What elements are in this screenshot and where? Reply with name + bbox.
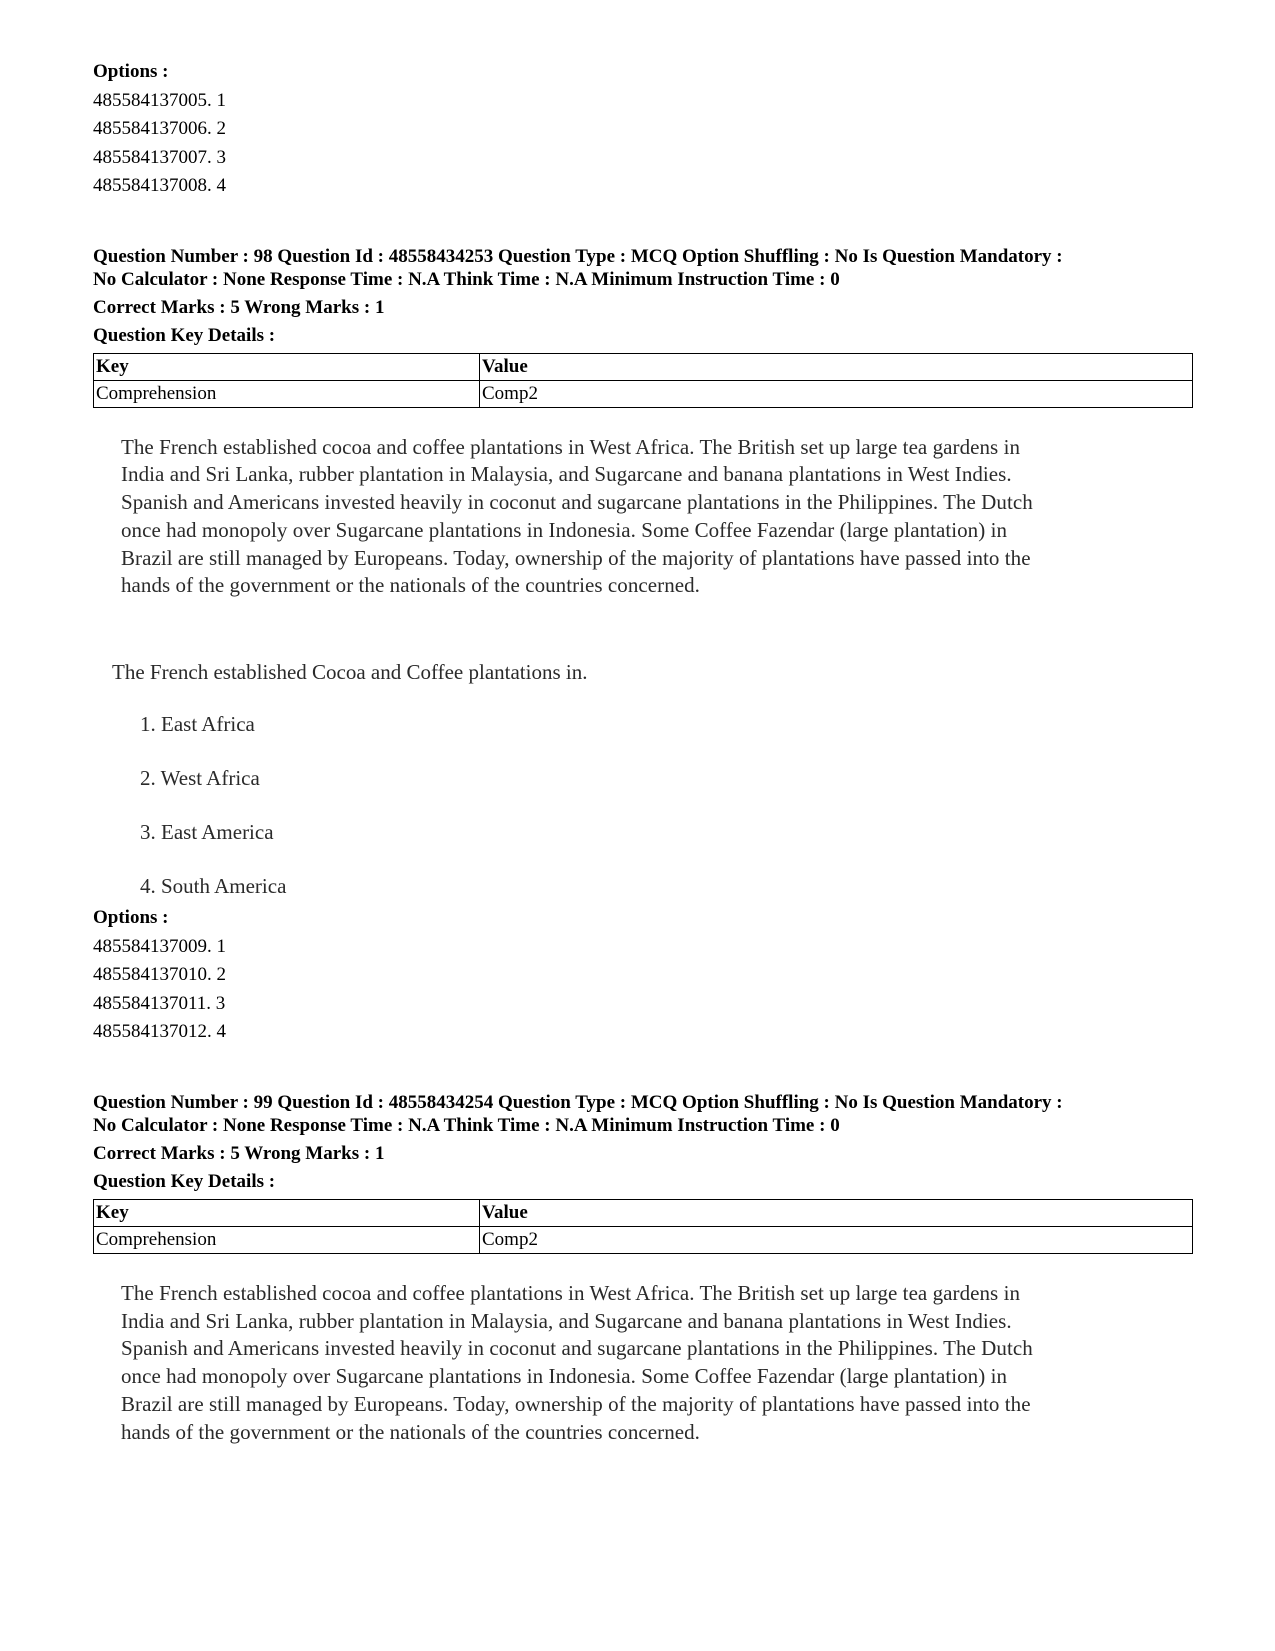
answer-choices	[93, 686, 1183, 926]
passage-line: The French established cocoa and coffee plantations in West Africa. The British set up large tea gardens in	[121, 434, 1020, 459]
option-item: 485584137008. 4	[93, 175, 226, 196]
question-header-line1: Question Number : 99 Question Id : 48558434254 Question Type : MCQ Option Shuffling : No Is Question Mandatory :	[93, 1091, 1063, 1113]
passage-line: India and Sri Lanka, rubber plantation in Malaysia, and Sugarcane and banana plantations in West Indies.	[121, 1308, 1012, 1333]
option-item: 485584137011. 3	[93, 992, 226, 1014]
answer-choice: 3. East America	[140, 820, 274, 845]
answer-choice: 2. West Africa	[140, 766, 260, 791]
passage-line: Brazil are still managed by Europeans. Today, ownership of the majority of plantations have passed into the	[121, 545, 1031, 570]
table-header-value: Value	[480, 353, 1193, 380]
top-options-block	[93, 58, 1183, 201]
table-header-row	[94, 353, 1193, 380]
question-key-table	[93, 353, 1193, 408]
option-item: 485584137012. 4	[93, 1021, 226, 1043]
table-header-key: Key	[94, 1199, 480, 1226]
passage-line: hands of the government or the nationals of the countries concerned.	[121, 573, 700, 598]
options-label: Options :	[93, 61, 169, 82]
option-item: 485584137009. 1	[93, 935, 226, 957]
table-cell-value: Comp2	[480, 1226, 1193, 1253]
document-page	[93, 58, 1183, 1447]
spacer	[93, 1047, 1183, 1091]
question-key-details-label: Question Key Details :	[93, 1171, 276, 1193]
comprehension-passage	[93, 408, 1161, 601]
options-block	[93, 904, 1183, 1047]
options-label: Options :	[93, 907, 169, 929]
passage-line: Brazil are still managed by Europeans. Today, ownership of the majority of plantations have passed into the	[121, 1391, 1031, 1416]
table-cell-value: Comp2	[480, 380, 1193, 407]
answer-choice: 1. East Africa	[140, 712, 255, 737]
option-item: 485584137010. 2	[93, 964, 226, 986]
question-stem: The French established Cocoa and Coffee plantations in.	[112, 660, 588, 685]
answer-choice: 4. South America	[140, 874, 287, 899]
question-98	[93, 245, 1183, 1047]
passage-line: once had monopoly over Sugarcane plantations in Indonesia. Some Coffee Fazendar (large plantation) in	[121, 1364, 1008, 1389]
passage-line: India and Sri Lanka, rubber plantation in Malaysia, and Sugarcane and banana plantations in West Indies.	[121, 462, 1012, 487]
passage-line: The French established cocoa and coffee plantations in West Africa. The British set up large tea gardens in	[121, 1280, 1020, 1305]
comprehension-passage	[93, 1254, 1161, 1447]
table-header-row	[94, 1199, 1193, 1226]
table-cell-key: Comprehension	[94, 1226, 480, 1253]
passage-line: Spanish and Americans invested heavily in coconut and sugarcane plantations in the Philippines. The Dutch	[121, 1336, 1033, 1361]
option-item: 485584137005. 1	[93, 89, 226, 111]
passage-line: hands of the government or the nationals of the countries concerned.	[121, 1419, 700, 1444]
option-item: 485584137006. 2	[93, 118, 226, 139]
option-item: 485584137007. 3	[93, 146, 226, 168]
passage-line: Spanish and Americans invested heavily in coconut and sugarcane plantations in the Philippines. The Dutch	[121, 490, 1033, 515]
question-header-line1: Question Number : 98 Question Id : 48558434253 Question Type : MCQ Option Shuffling : No Is Question Mandatory :	[93, 245, 1063, 267]
question-marks: Correct Marks : 5 Wrong Marks : 1	[93, 1142, 385, 1164]
table-cell-key: Comprehension	[94, 380, 480, 407]
table-row	[94, 1226, 1193, 1253]
question-header-line2: No Calculator : None Response Time : N.A Think Time : N.A Minimum Instruction Time : 0	[93, 1115, 840, 1137]
table-row	[94, 380, 1193, 407]
question-key-details-label: Question Key Details :	[93, 325, 276, 346]
table-header-value: Value	[480, 1199, 1193, 1226]
passage-line: once had monopoly over Sugarcane plantations in Indonesia. Some Coffee Fazendar (large plantation) in	[121, 517, 1008, 542]
table-header-key: Key	[94, 353, 480, 380]
spacer	[93, 201, 1183, 245]
question-marks: Correct Marks : 5 Wrong Marks : 1	[93, 296, 385, 318]
question-key-table	[93, 1199, 1193, 1254]
question-header-line2: No Calculator : None Response Time : N.A Think Time : N.A Minimum Instruction Time : 0	[93, 269, 840, 290]
question-99	[93, 1091, 1183, 1447]
